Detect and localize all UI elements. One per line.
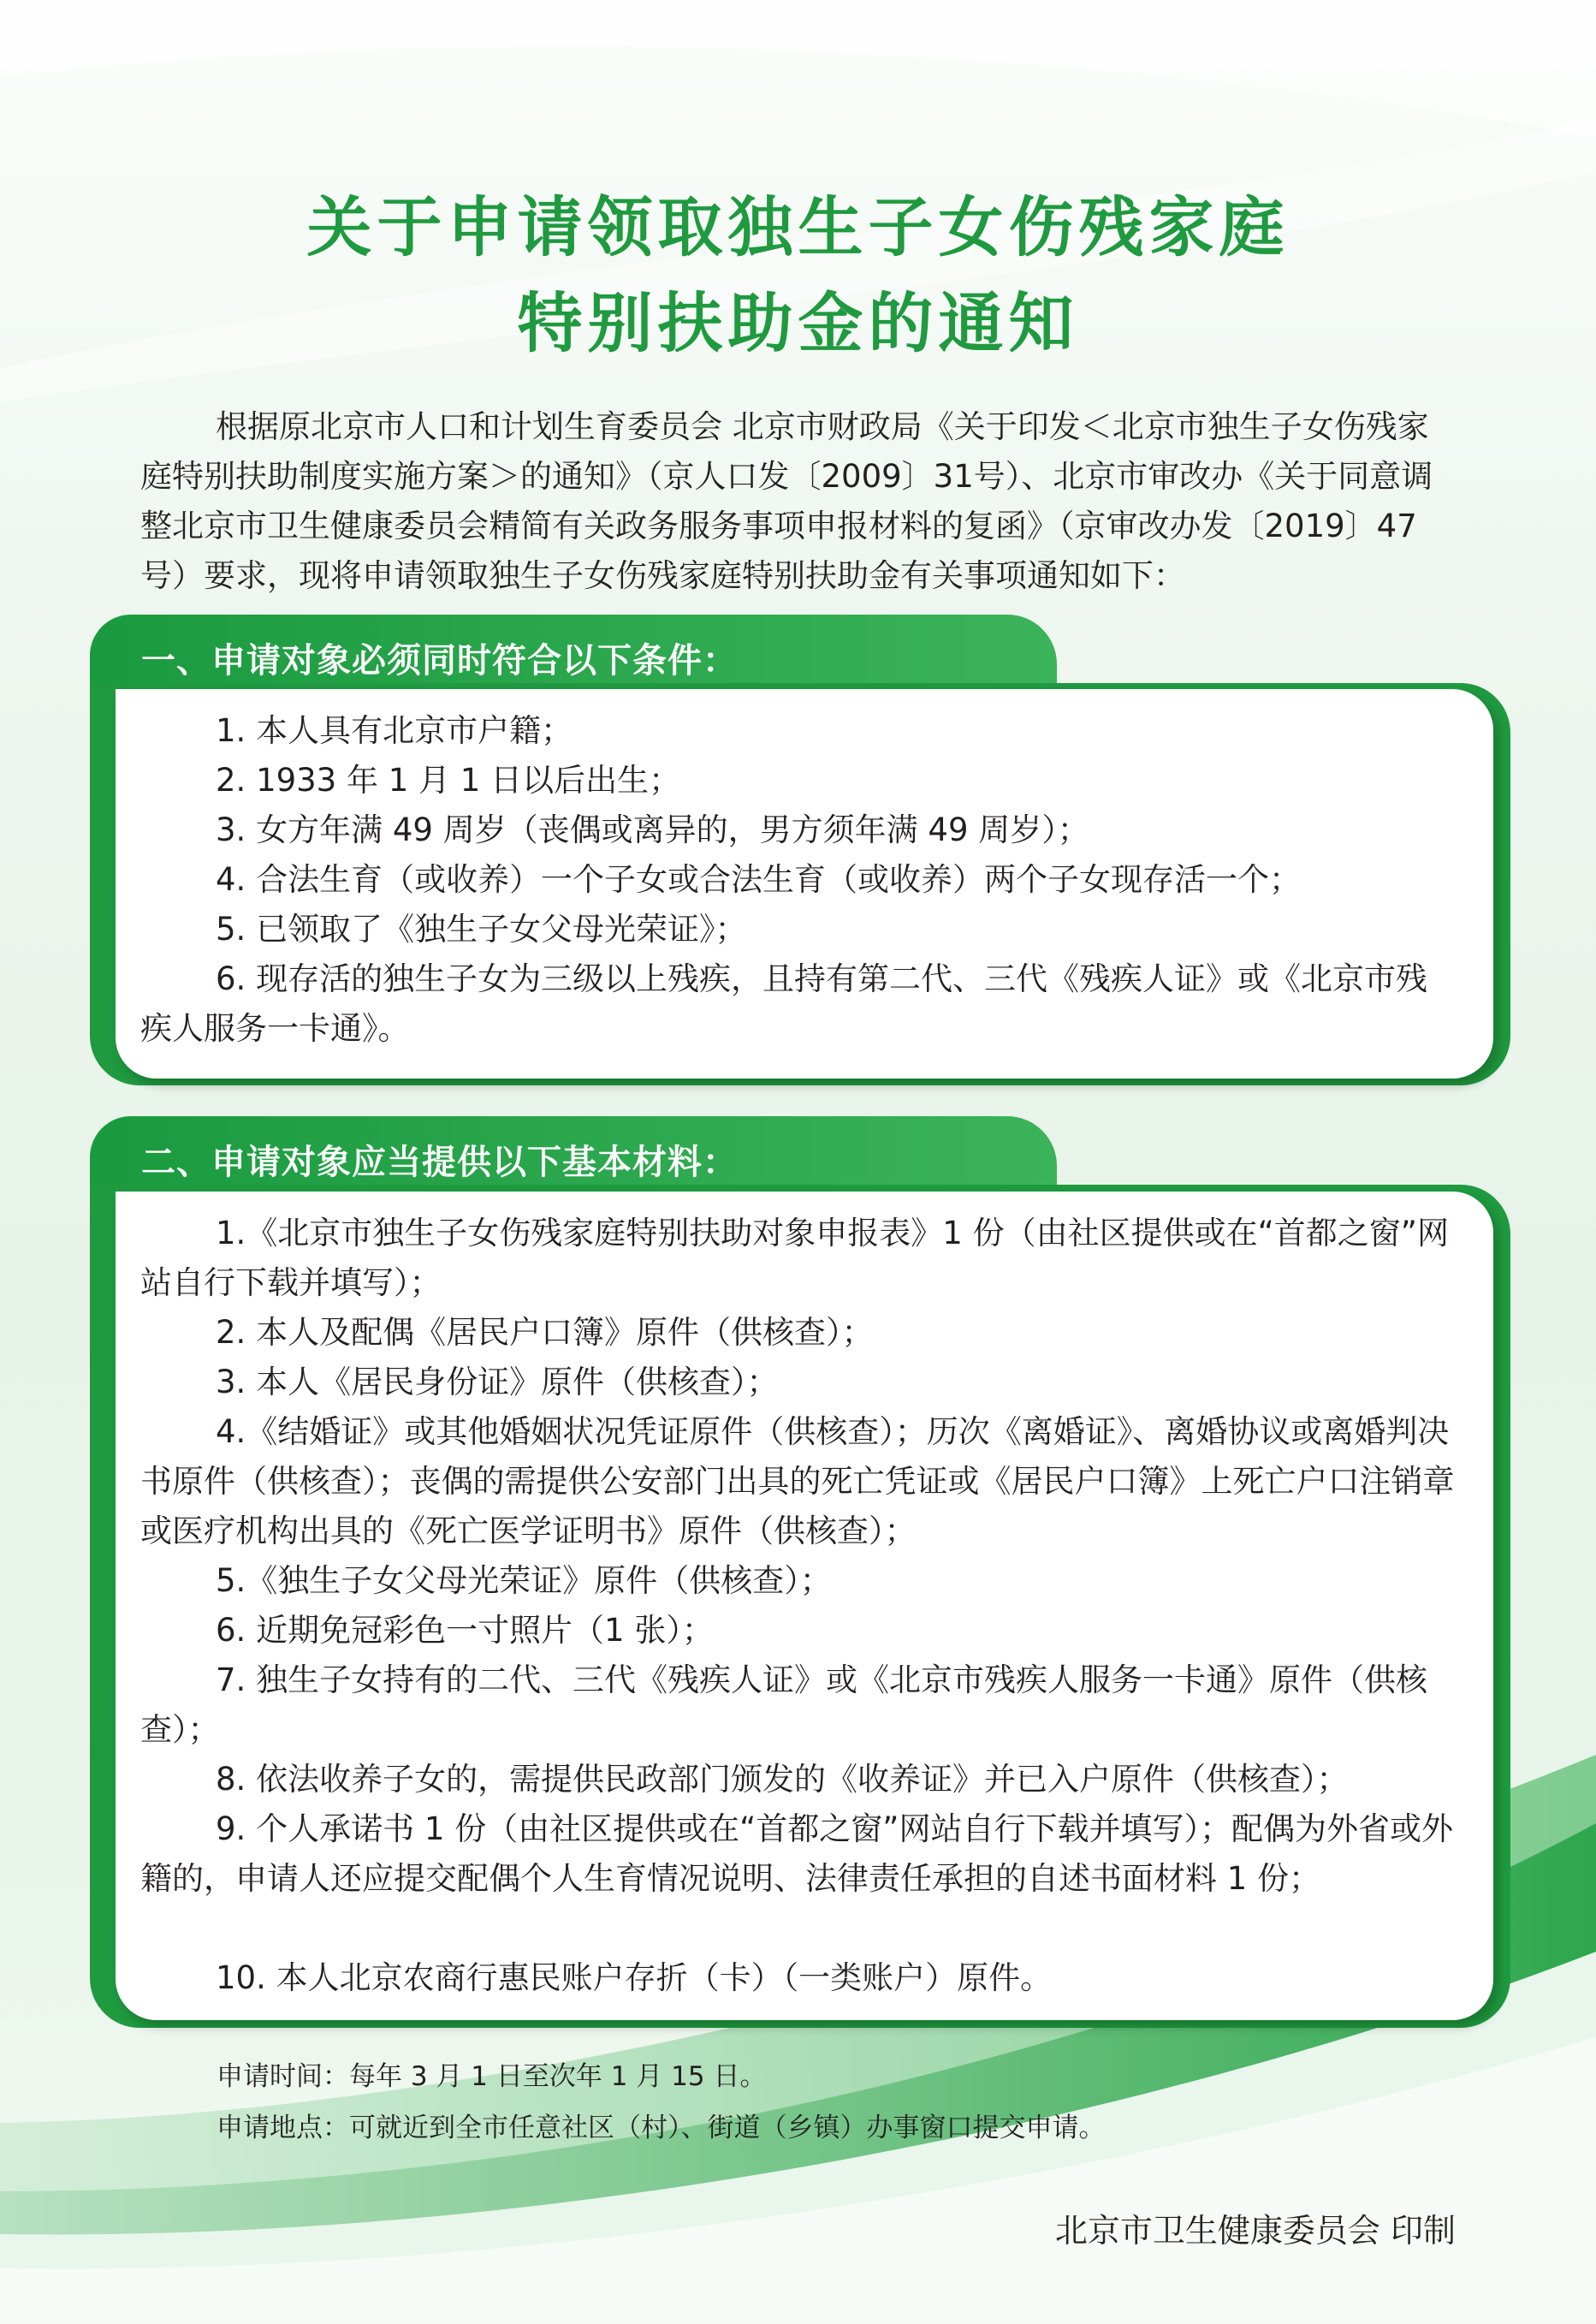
section2-item: 6. 近期免冠彩色一寸照片（1 张）； — [216, 1612, 714, 1649]
section1-item: 5. 已领取了《独生子女父母光荣证》； — [216, 911, 747, 948]
section1-panel — [116, 689, 1493, 1079]
section2-item: 7. 独生子女持有的二代、三代《残疾人证》或《北京市残疾人服务一卡通》原件（供核查）； — [140, 1661, 1428, 1748]
section2-panel — [116, 1192, 1493, 2020]
section2-item: 8. 依法收养子女的，需提供民政部门颁发的《收养证》并已入户原件（供核查）； — [216, 1761, 1349, 1798]
application-time: 申请时间：每年 3 月 1 日至次年 1 月 15 日。 — [217, 2061, 767, 2092]
section1-item: 4. 合法生育（或收养）一个子女或合法生育（或收养）两个子女现存活一个； — [216, 861, 1302, 898]
section1-item: 1. 本人具有北京市户籍； — [216, 712, 573, 749]
section2-heading: 二、申请对象应当提供以下基本材料： — [141, 1143, 738, 1182]
section2-item: 5.《独生子女父母光荣证》原件（供核查）； — [216, 1562, 832, 1599]
section2-item: 3. 本人《居民身份证》原件（供核查）； — [216, 1364, 779, 1400]
section2-item: 9. 个人承诺书 1 份（由社区提供或在“首都之窗”网站自行下载并填写）；配偶为外省或外籍的，申请人还应提交配偶个人生育情况说明、法律责任承担的自述书面材料 1 份； — [140, 1810, 1453, 1897]
section1-tab — [90, 615, 1057, 690]
application-place: 申请地点：可就近到全市任意社区（村）、街道（乡镇）办事窗口提交申请。 — [217, 2113, 1106, 2143]
section2-item: 1.《北京市独生子女伤残家庭特别扶助对象申报表》1 份（由社区提供或在“首都之窗”网站自行下载并填写）； — [140, 1215, 1449, 1301]
section1-item: 6. 现存活的独生子女为三级以上残疾，且持有第二代、三代《残疾人证》或《北京市残疾人服务一卡通》。 — [140, 960, 1428, 1047]
section2-item: 4.《结婚证》或其他婚姻状况凭证原件（供核查）；历次《离婚证》、离婚协议或离婚判决书原件（供核查）；丧偶的需提供公安部门出具的死亡凭证或《居民户口簿》上死亡户口注销章或医疗机构出具的《死亡医学证明书》原件（供核查）； — [140, 1413, 1455, 1549]
section2-item: 10. 本人北京农商行惠民账户存折（卡）（一类账户）原件。 — [216, 1959, 1053, 1996]
page-title-line1: 关于申请领取独生子女伤残家庭 — [306, 189, 1290, 265]
section2-tab — [90, 1116, 1057, 1192]
section1-item: 2. 1933 年 1 月 1 日以后出生； — [216, 762, 681, 799]
publisher-imprint: 北京市卫生健康委员会 印制 — [1054, 2212, 1456, 2250]
section1-heading: 一、申请对象必须同时符合以下条件： — [141, 641, 738, 681]
intro-paragraph: 根据原北京市人口和计划生育委员会 北京市财政局《关于印发＜北京市独生子女伤残家庭特别扶助制度实施方案＞的通知》（京人口发〔2009〕31号）、北京市审改办《关于同意调整北京市卫生健康委员会精简有关政务服务事项申报材料的复函》（京审改办发〔2019〕47号）要求，现将申请领取独生子女伤残家庭特别扶助金有关事项通知如下： — [140, 408, 1433, 594]
section2-item: 2. 本人及配偶《居民户口簿》原件（供核查）； — [216, 1314, 874, 1351]
page-title-line2: 特别扶助金的通知 — [517, 285, 1079, 361]
section1-item: 3. 女方年满 49 周岁（丧偶或离异的，男方须年满 49 周岁）； — [216, 811, 1089, 848]
